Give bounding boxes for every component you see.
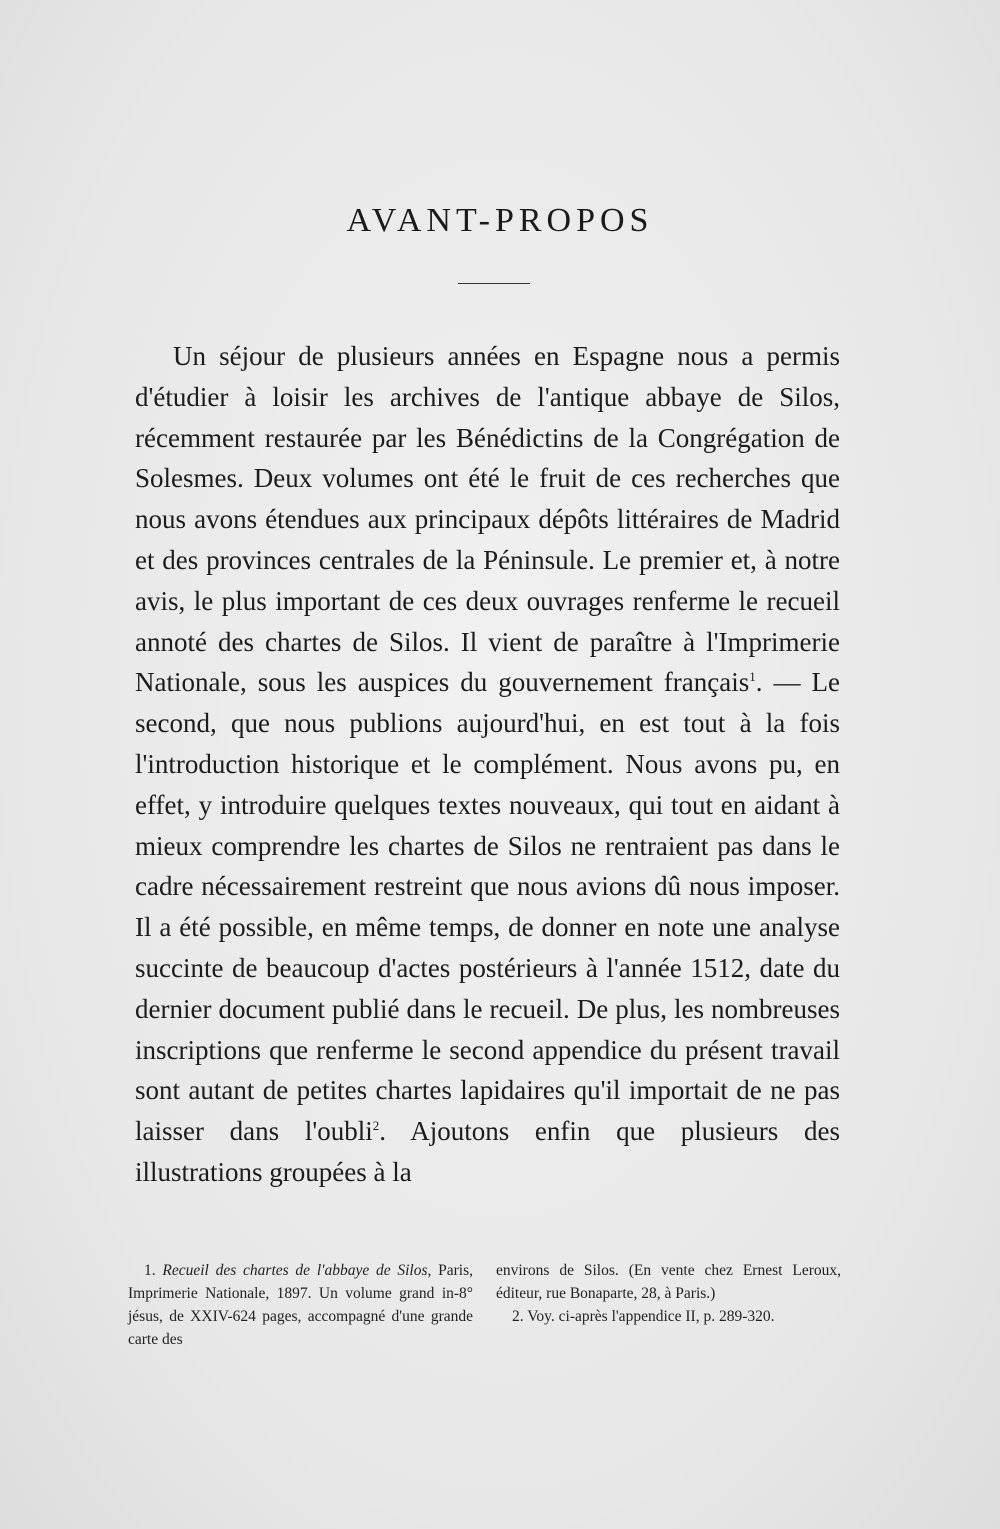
main-paragraph [135,336,840,1193]
title-divider [458,283,530,284]
footnote-1-text: , Paris, Imprimerie Nationale, 1897. Un volume grand in-8° jésus, de XXIV-624 pages, accompagné d'une grande carte des [128,1262,474,1348]
footnote-1 [128,1259,473,1351]
paragraph-part-1: Un séjour de plusieurs années en Espagne nous a permis d'étudier à loisir les archives de l'antique abbaye de Silos, récemment restaurée par les Bénédictins de la Congrégation de Solesmes. Deux volumes ont été le fruit de ces recherches que nous avons étendues aux principaux dépôts littéraires de Madrid et des provinces centrales de la Péninsule. Le premier et, à notre avis, le plus important de ces deux ouvrages renferme le recueil annoté des chartes de Silos. Il vient de paraître à l'Imprimerie Nationale, sous les auspices du gouvernement français [135,341,840,698]
footnotes [128,1259,841,1351]
footnote-1-number: 1. [144,1262,156,1279]
footnotes-right-column [496,1259,841,1351]
footnote-1-title: Recueil des chartes de l'abbaye de Silos [162,1262,428,1279]
paragraph-part-3: . Ajoutons enfin que plusieurs des illustrations groupées à la [135,1116,840,1187]
footnote-ref-1: 1 [749,669,756,685]
footnote-1-continued: environs de Silos. (En vente chez Ernest Leroux, éditeur, rue Bonaparte, 28, à Paris.) [496,1262,841,1302]
page-title: AVANT-PROPOS [346,202,654,239]
footnote-2: 2. Voy. ci-après l'appendice II, p. 289-320. [512,1308,775,1325]
footnote-ref-2: 2 [372,1118,380,1134]
footnotes-left-column [128,1259,473,1351]
paragraph-part-2: . — Le second, que nous publions aujourd'hui, en est tout à la fois l'introduction historique et le complément. Nous avons pu, en effet, y introduire quelques textes nouveaux, qui tout en aidant à mieux comprendre les chartes de Silos ne rentraient pas dans le cadre nécessairement restreint que nous avions dû nous imposer. Il a été possible, en même temps, de donner en note une analyse succinte de beaucoup d'actes postérieurs à l'année 1512, date du dernier document publié dans le recueil. De plus, les nombreuses inscriptions que renferme le second appendice du présent travail sont autant de petites chartes lapidaires qu'il importait de ne pas laisser dans l'oubli [135,667,840,1147]
